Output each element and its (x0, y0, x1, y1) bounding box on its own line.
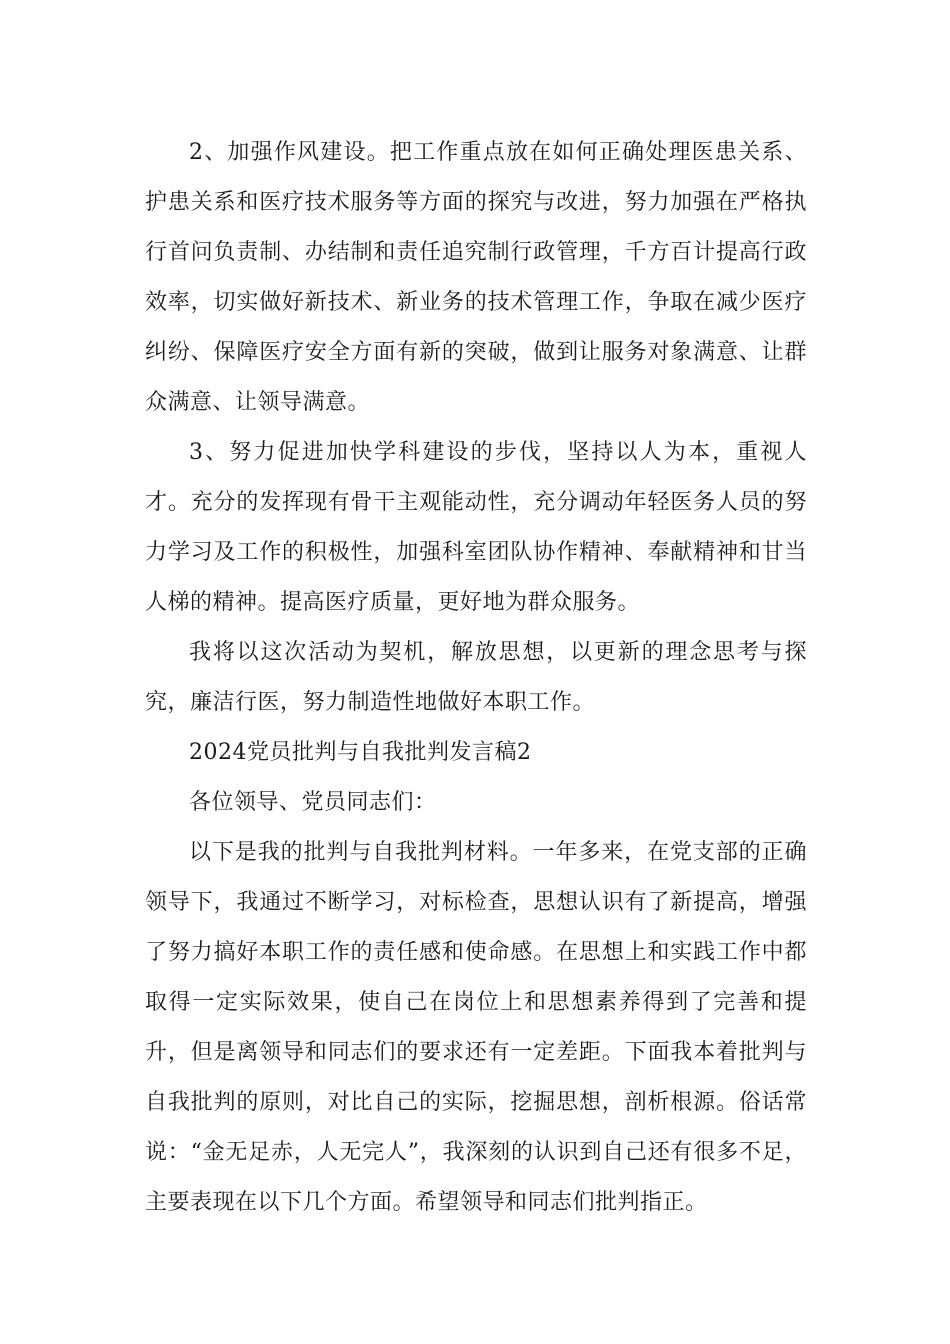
document-body (145, 128, 807, 1228)
salutation: 各位领导、党员同志们： (189, 790, 437, 815)
paragraph-work-style: 2、加强作风建设。把工作重点放在如何正确处理医患关系、护患关系和医疗技术服务等方面的探究与改进，努力加强在严格执行首问负责制、办结制和责任追究制行政管理，千方百计提高行政效率，切实做好新技术、新业务的技术管理工作，争取在减少医疗纠纷、保障医疗安全方面有新的突破，做到让服务对象满意、让群众满意、让领导满意。 (145, 140, 807, 415)
paragraph-discipline-building: 3、努力促进加快学科建设的步伐，坚持以人为本，重视人才。充分的发挥现有骨干主观能动性，充分调动年轻医务人员的努力学习及工作的积极性，加强科室团队协作精神、奉献精神和甘当人梯的精神。提高医疗质量，更好地为群众服务。 (145, 440, 807, 615)
paragraph-self-criticism-intro: 以下是我的批判与自我批判材料。一年多来，在党支部的正确领导下，我通过不断学习，对标检查，思想认识有了新提高，增强了努力搞好本职工作的责任感和使命感。在思想上和实践工作中都取得一定实际效果，使自己在岗位上和思想素养得到了完善和提升，但是离领导和同志们的要求还有一定差距。下面我本着批判与自我批判的原则，对比自己的实际，挖掘思想，剖析根源。俗话常说：“金无足赤，人无完人”，我深刻的认识到自己还有很多不足，主要表现在以下几个方面。希望领导和同志们批判指正。 (145, 840, 807, 1215)
section-title: 2024党员批判与自我批判发言稿2 (189, 740, 532, 765)
paragraph-commitment: 我将以这次活动为契机，解放思想，以更新的理念思考与探究，廉洁行医，努力制造性地做好本职工作。 (145, 640, 807, 715)
